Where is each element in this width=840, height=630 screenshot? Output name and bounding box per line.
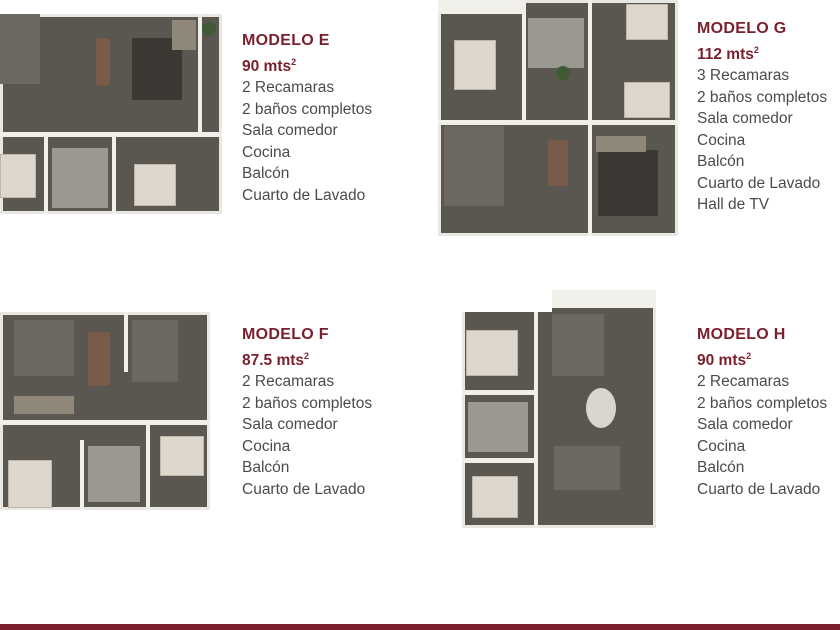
feature-item: 2 Recamaras (242, 373, 335, 391)
feature-item: Cuarto de Lavado (242, 480, 366, 498)
feature-item: Sala comedor (697, 110, 793, 128)
feature-list (697, 371, 827, 500)
feature-item: Cocina (697, 131, 746, 149)
feature-item: 3 Recamaras (697, 67, 790, 85)
model-area: 87.5 mts$^2$ (242, 350, 310, 369)
feature-item: Balcón (242, 165, 290, 183)
feature-item: Cuarto de Lavado (697, 480, 821, 498)
floor-plan-modelo-g (438, 0, 678, 236)
floor-plan-modelo-h (462, 290, 656, 528)
feature-item: 2 baños completos (697, 394, 828, 412)
footer-divider (0, 624, 840, 630)
floor-plan-modelo-e (0, 14, 222, 214)
model-area: 90 mts$^2$ (697, 350, 752, 369)
feature-item: Cocina (242, 437, 291, 455)
model-title: MODELO E (242, 32, 330, 49)
feature-item: Sala comedor (242, 416, 338, 434)
feature-list (697, 65, 827, 216)
model-area: 112 mts$^2$ (697, 44, 759, 63)
model-title: MODELO H (697, 326, 786, 343)
feature-item: Sala comedor (697, 416, 793, 434)
model-info-h (697, 324, 827, 500)
feature-item: Hall de TV (697, 196, 770, 214)
feature-list (242, 371, 372, 500)
feature-item: Cuarto de Lavado (242, 186, 366, 204)
feature-item: Cocina (697, 437, 746, 455)
feature-item: Balcón (242, 459, 290, 477)
model-area: 90 mts$^2$ (242, 56, 297, 75)
feature-item: 2 baños completos (242, 100, 373, 118)
feature-item: Balcón (697, 459, 745, 477)
feature-item: 2 baños completos (697, 88, 828, 106)
feature-list (242, 77, 372, 206)
model-info-e (242, 30, 372, 206)
feature-item: Balcón (697, 153, 745, 171)
feature-item: Cuarto de Lavado (697, 174, 821, 192)
feature-item: Sala comedor (242, 122, 338, 140)
floor-plan-modelo-f (0, 312, 210, 510)
feature-item: 2 Recamaras (242, 79, 335, 97)
feature-item: Cocina (242, 143, 291, 161)
model-info-g (697, 18, 827, 216)
model-title: MODELO G (697, 20, 787, 37)
feature-item: 2 Recamaras (697, 373, 790, 391)
model-info-f (242, 324, 372, 500)
feature-item: 2 baños completos (242, 394, 373, 412)
model-title: MODELO F (242, 326, 329, 343)
